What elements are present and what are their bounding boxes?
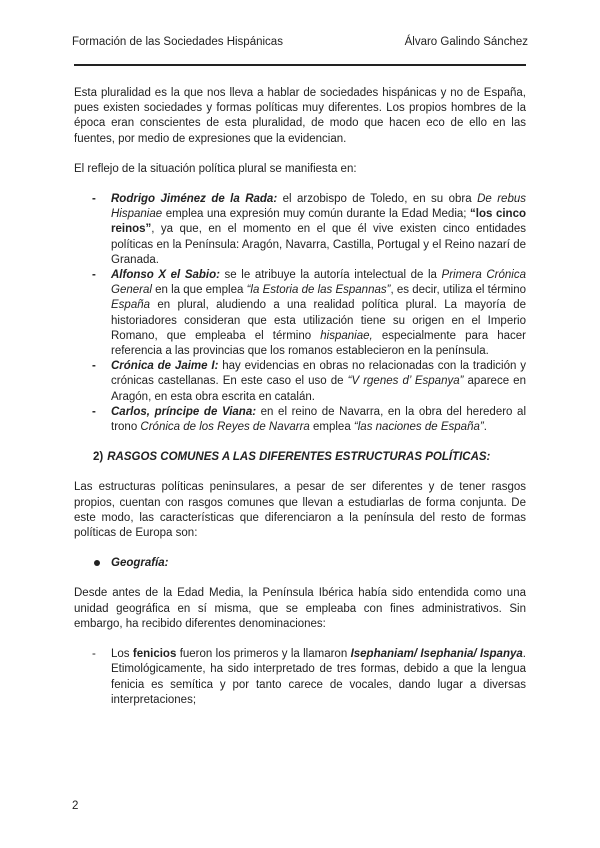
list-item: - Carlos, príncipe de Viana: en el reino de Navarra, en la obra del heredero al trono Crónica de los Reyes de Navarra emplea “las naciones de España”. [92,405,526,435]
page-number: 2 [72,800,79,812]
bullet-dot [94,560,100,566]
names-list [92,647,526,708]
header-course-title: Formación de las Sociedades Hispánicas [72,36,283,48]
header-rule [74,64,526,66]
header-author: Álvaro Galindo Sánchez [404,36,528,48]
list-item: - Los fenicios fueron los primeros y la llamaron Isephaniam/ Isephania/ Ispanya. Etimológicamente, ha sido interpretado de tres formas, debido a que la lengua fenicia es semítica y por tanto carece de vocales, dando lugar a diversas interpretaciones; [92,647,526,708]
page-body [74,86,526,708]
paragraph-plurality: Esta pluralidad es la que nos lleva a hablar de sociedades hispánicas y no de España, pues existen sociedades y formas políticas muy diferentes. Los propios hombres de la época eran conscientes de esta pluralidad, de modo que hacen eco de ello en las fuentes, por medio de expresiones que la evidencian. [74,87,526,145]
sources-list [92,192,526,435]
paragraph-reflection: El reflejo de la situación política plural se manifiesta en: [74,162,357,175]
section-heading: 2) RASGOS COMUNES A LAS DIFERENTES ESTRUCTURAS POLÍTICAS: [93,451,491,464]
paragraph-common-features: Las estructuras políticas peninsulares, a pesar de ser diferentes y de tener rasgos propios, cuentan con rasgos comunes que llevan a estudiarlas de forma conjunta. De este modo, las características que diferenciaron a la península del resto de formas políticas de Europa son: [74,481,526,540]
list-item: - Alfonso X el Sabio: se le atribuye la autoría intelectual de la Primera Crónica General en la que emplea “la Estoria de las Espannas”, es decir, utiliza el término España en plural, aludiendo a una realidad política plural. La mayoría de historiadores consideran que esta utilización tiene su origen en el Imperio Romano, que empleaba el término hispaniae, especialmente para hacer referencia a las provincias que los romanos establecieron en la península. [92,268,526,359]
paragraph-geography: Desde antes de la Edad Media, la Península Ibérica había sido entendida como una unidad geográfica en sí misma, que se empleaba con fines administrativos. Sin embargo, ha recibido diferentes denominaciones: [74,587,526,630]
list-item: - Rodrigo Jiménez de la Rada: el arzobispo de Toledo, en su obra De rebus Hispaniae emplea una expresión muy común durante la Edad Media; “los cinco reinos”, ya que, en el momento en el que él vive existen cinco entidades políticas en la Península: Aragón, Navarra, Castilla, Portugal y el Reino nazarí de Granada. [92,192,526,268]
geography-bullet: Geografía: [92,556,526,571]
list-item: - Crónica de Jaime I: hay evidencias en obras no relacionadas con la tradición y crónicas castellanas. En este caso el uso de “V rgenes d’ Espanya” aparece en Aragón, en esta obra escrita en catalán. [92,359,526,405]
